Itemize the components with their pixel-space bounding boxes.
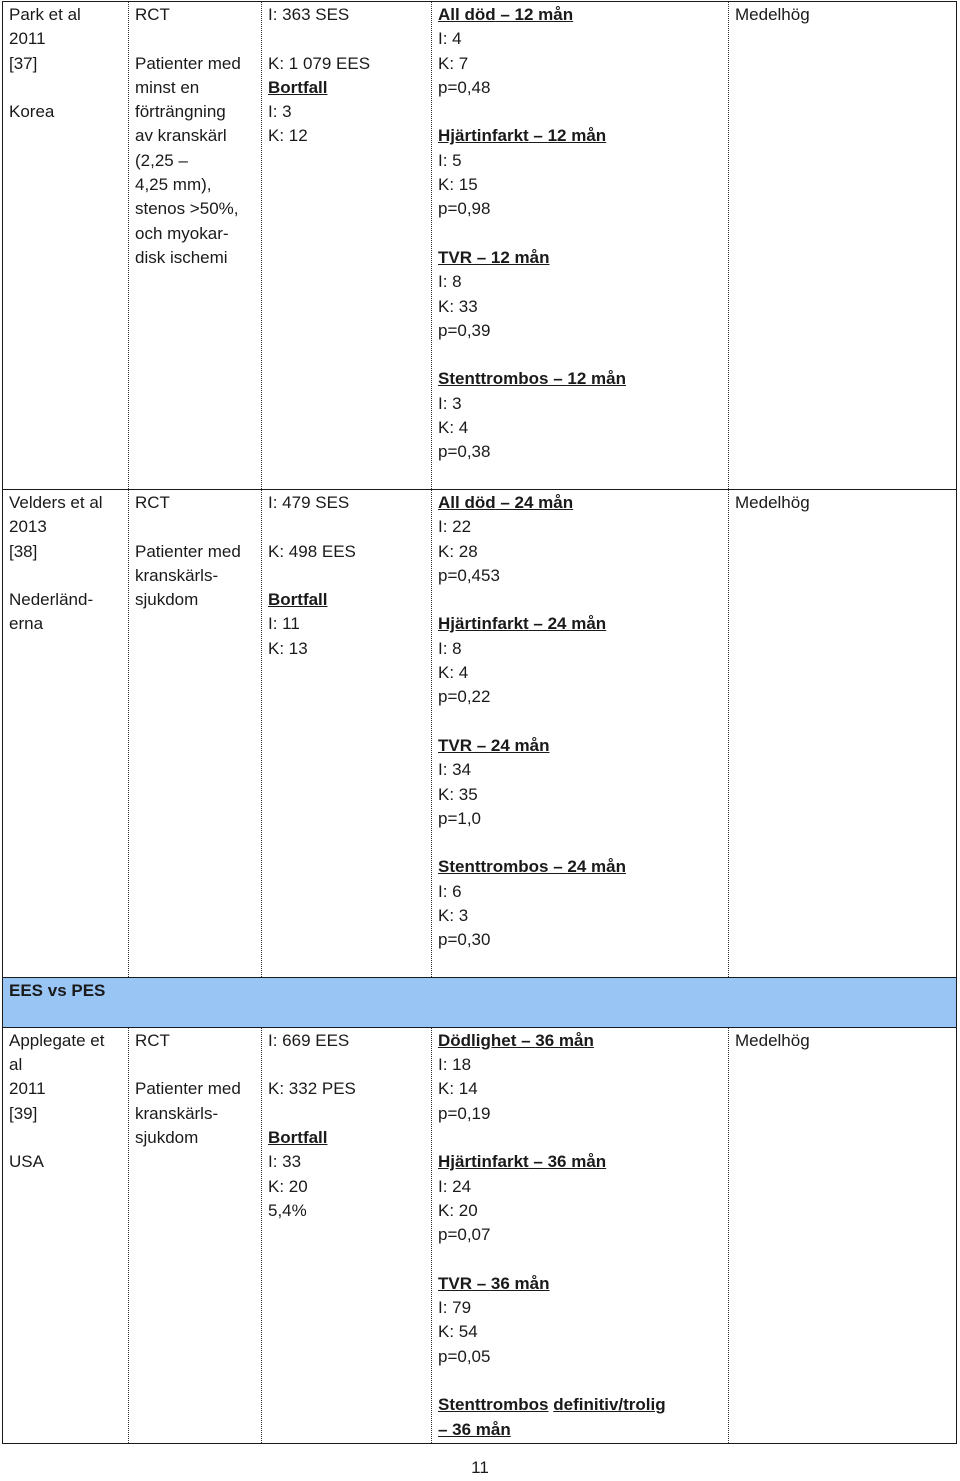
text-line: Patienter med [135,541,241,561]
outcome-period: – 36 mån [438,1419,511,1439]
intervention-group: I: 479 SES [268,492,350,512]
design-label: RCT [135,5,170,24]
outcome-heading: Hjärtinfarkt – 24 mån [438,614,607,634]
text-line: disk ischemi [135,247,228,267]
text-line: stenos >50%, [135,199,239,219]
design-label: RCT [135,492,170,512]
outcome-value: I: 6 [438,881,462,901]
intervention-group: I: 363 SES [268,5,350,24]
outcomes-cell [432,2,729,490]
groups-cell [262,489,432,977]
outcome-value: K: 14 [438,1079,478,1099]
text-line: (2,25 – [135,150,188,170]
design-population-cell [129,2,262,490]
outcome-heading: Stenttrombos [438,1395,549,1415]
text-line: Applegate et [9,1030,105,1050]
population-text [135,540,255,613]
outcome-value: p=0,39 [438,320,491,340]
outcome-heading: Hjärtinfarkt – 12 mån [438,126,607,146]
population-text [135,52,255,271]
text-line: och myokar- [135,223,229,243]
quality-cell [729,489,957,977]
evidence-table [2,1,957,1444]
text-line: USA [9,1152,44,1172]
outcome-heading: definitiv/trolig [553,1395,666,1415]
quality-rating: Medelhög [735,5,810,24]
design-label: RCT [135,1030,170,1050]
text-line: erna [9,614,44,634]
population-text [135,1077,255,1150]
outcome-value: K: 4 [438,418,469,438]
outcomes-cell [432,1027,729,1443]
text-line [9,1126,122,1150]
text-line [9,564,122,588]
text-line: 2011 [9,29,46,49]
design-population-cell [129,489,262,977]
outcome-value: I: 3 [438,393,462,413]
groups-cell [262,2,432,490]
outcome-value: p=0,22 [438,687,491,707]
text-line: minst en [135,77,200,97]
study-cell [3,2,129,490]
text-line: förträngning [135,102,226,122]
text-line: [37] [9,53,38,73]
text-line: [38] [9,541,38,561]
outcome-value: I: 24 [438,1176,472,1196]
control-group: K: 498 EES [268,541,356,561]
outcome-value: K: 3 [438,905,469,925]
text-line: K: 12 [268,126,308,146]
outcome-value: I: 5 [438,150,462,170]
outcome-value: K: 7 [438,53,469,73]
text-line: kranskärls- [135,1103,219,1123]
dropout-values [268,612,425,661]
outcome-value: K: 15 [438,175,478,195]
outcome-value: p=0,453 [438,565,500,585]
text-line: kranskärls- [135,565,219,585]
text-line: K: 20 [268,1176,308,1196]
text-line: 5,4% [268,1200,307,1220]
outcome-value: p=0,98 [438,199,491,219]
dropout-label: Bortfall [268,1128,328,1148]
quality-cell [729,1027,957,1443]
design-population-cell [129,1027,262,1443]
outcome-heading: TVR – 36 mån [438,1273,550,1293]
text-line: K: 13 [268,638,308,658]
outcome-heading: Dödlighet – 36 mån [438,1030,594,1050]
outcome-value: I: 8 [438,272,462,292]
text-line: I: 11 [268,614,300,634]
outcome-heading: All död – 12 mån [438,5,574,24]
text-line: sjukdom [135,590,199,610]
outcome-value: p=1,0 [438,808,482,828]
outcome-value: K: 33 [438,296,478,316]
outcome-value: K: 20 [438,1200,478,1220]
text-line [9,76,122,100]
outcome-value: p=0,48 [438,77,491,97]
text-line: 2013 [9,517,47,537]
outcome-value: p=0,07 [438,1225,491,1245]
outcomes-cell [432,489,729,977]
outcome-value: p=0,19 [438,1103,491,1123]
outcome-value: I: 22 [438,517,472,537]
text-line: I: 3 [268,102,292,122]
outcome-value: K: 28 [438,541,478,561]
quality-cell [729,2,957,490]
table-row [3,489,957,977]
outcome-value: K: 4 [438,663,469,683]
dropout-label: Bortfall [268,590,328,610]
groups-cell [262,1027,432,1443]
text-line: 4,25 mm), [135,175,212,195]
quality-rating: Medelhög [735,492,810,512]
text-line: Velders et al [9,492,103,512]
outcome-value: p=0,05 [438,1346,491,1366]
outcome-heading: All död – 24 mån [438,492,574,512]
text-line: Nederländ- [9,590,94,610]
text-line: al [9,1055,23,1075]
text-line: Patienter med [135,1079,241,1099]
outcome-value: p=0,30 [438,930,491,950]
outcome-value: K: 35 [438,784,478,804]
text-line: Patienter med [135,53,241,73]
section-header-row [3,977,957,1027]
outcome-value: I: 34 [438,760,472,780]
outcome-heading: Stenttrombos – 12 mån [438,369,626,389]
outcome-heading: Stenttrombos – 24 mån [438,857,626,877]
section-header: EES vs PES [3,977,957,1027]
text-line: 2011 [9,1079,46,1099]
text-line: sjukdom [135,1128,199,1148]
page-number: 11 [471,1458,489,1477]
text-line: [39] [9,1103,38,1123]
table-row [3,1027,957,1443]
text-line: Korea [9,102,55,122]
outcome-value: I: 18 [438,1055,472,1075]
outcome-value: I: 79 [438,1298,472,1318]
outcome-value: I: 8 [438,638,462,658]
control-group: K: 1 079 EES [268,53,371,73]
outcome-heading: Hjärtinfarkt – 36 mån [438,1152,607,1172]
text-line: Park et al [9,5,81,24]
outcome-heading: TVR – 24 mån [438,735,550,755]
dropout-values [268,100,425,149]
outcome-value: p=0,38 [438,442,491,462]
dropout-values [268,1150,425,1223]
outcome-value: I: 4 [438,29,462,49]
intervention-group: I: 669 EES [268,1030,350,1050]
quality-rating: Medelhög [735,1030,810,1050]
text-line: I: 33 [268,1152,302,1172]
text-line: av kranskärl [135,126,227,146]
dropout-label: Bortfall [268,77,328,97]
control-group: K: 332 PES [268,1079,356,1099]
table-row [3,2,957,490]
outcome-value: K: 54 [438,1322,478,1342]
study-cell [3,489,129,977]
study-cell [3,1027,129,1443]
outcome-heading: TVR – 12 mån [438,247,550,267]
